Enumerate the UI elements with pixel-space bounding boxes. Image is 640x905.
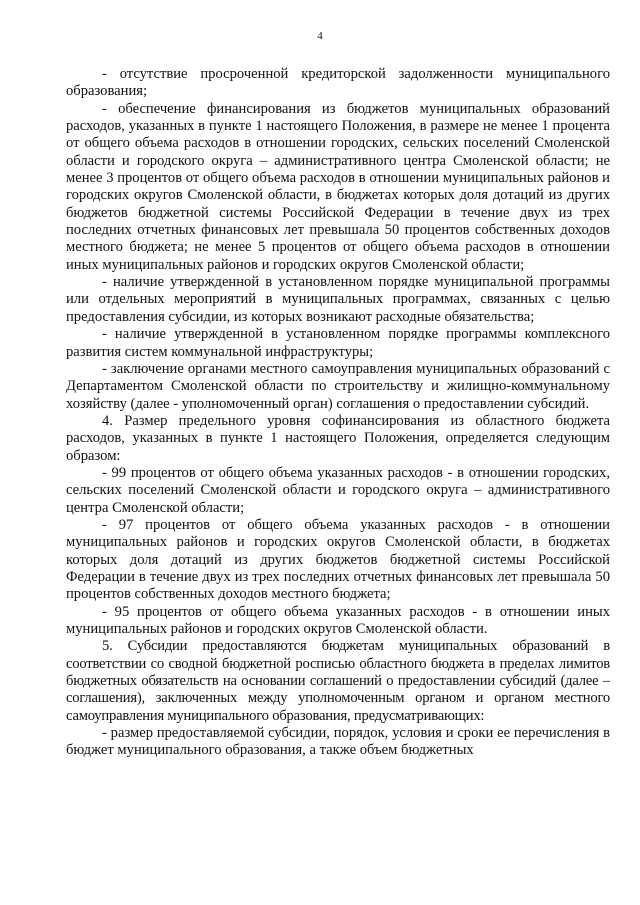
paragraph-municipal-program: - наличие утвержденной в установленном порядке муниципальной программы или отдельных мероприятий в муниципальных программах, связанных с целью предоставления субсидии, из которых возникают расходные обязательства; xyxy=(66,274,610,325)
paragraph-99-percent: - 99 процентов от общего объема указанных расходов - в отношении городских, сельских поселений Смоленской области и городского округа – административного центра Смоленской области; xyxy=(66,464,610,516)
paragraph-cofinancing-share: - обеспечение финансирования из бюджетов муниципальных образований расходов, указанных в пункте 1 настоящего Положения, в размере не менее 1 процента от общего объема расходов в отношении городских, сельских поселений Смоленской области и городского округа – административного центра Смоленской области; не менее 3 процентов от общего объема расходов в отношении муниципальных районов и городских округов Смоленской области, в бюджетах которых доля дотаций из других бюджетов бюджетной системы Российской Федерации в течение двух из трех последних отчетных финансовых лет превышала 50 процентов собственных доходов местного бюджета; не менее 5 процентов от общего объема расходов в отношении иных муниципальных районов и городских округов Смоленской области; xyxy=(66,100,610,273)
paragraph-97-percent: - 97 процентов от общего объема указанных расходов - в отношении муниципальных районов и городских округов Смоленской области, в бюджетах которых доля дотаций из других бюджетов бюджетной системы Российской Федерации в течение двух из трех последних отчетных финансовых лет превышала 50 процентов собственных доходов местного бюджета; xyxy=(66,516,610,603)
paragraph-infrastructure-program: - наличие утвержденной в установленном порядке программы комплексного развития систем коммунальной инфраструктуры; xyxy=(66,326,610,360)
paragraph-95-percent: - 95 процентов от общего объема указанных расходов - в отношении иных муниципальных районов и городских округов Смоленской области. xyxy=(66,603,610,637)
paragraph-point-4: 4. Размер предельного уровня софинансирования из областного бюджета расходов, указанных в пункте 1 настоящего Положения, определяется следующим образом: xyxy=(66,412,610,464)
paragraph-subsidy-amount: - размер предоставляемой субсидии, порядок, условия и сроки ее перечисления в бюджет муниципального образования, а также объем бюджетных xyxy=(66,725,610,759)
page-number: 4 xyxy=(317,30,323,42)
document-body xyxy=(66,66,610,760)
paragraph-point-5: 5. Субсидии предоставляются бюджетам муниципальных образований в соответствии со сводной бюджетной росписью областного бюджета в пределах лимитов бюджетных обязательств на основании соглашений о предоставлении субсидий (далее – соглашения), заключенных между уполномоченным органом и органом местного самоуправления муниципального образования, предусматривающих: xyxy=(66,638,610,724)
paragraph-agreement-conclusion: - заключение органами местного самоуправления муниципальных образований с Департаментом Смоленской области по строительству и жилищно-коммунальному хозяйству (далее - уполномоченный орган) соглашения о предоставлении субсидий. xyxy=(66,360,610,412)
paragraph-no-overdue-debt: - отсутствие просроченной кредиторской задолженности муниципального образования; xyxy=(66,66,610,100)
